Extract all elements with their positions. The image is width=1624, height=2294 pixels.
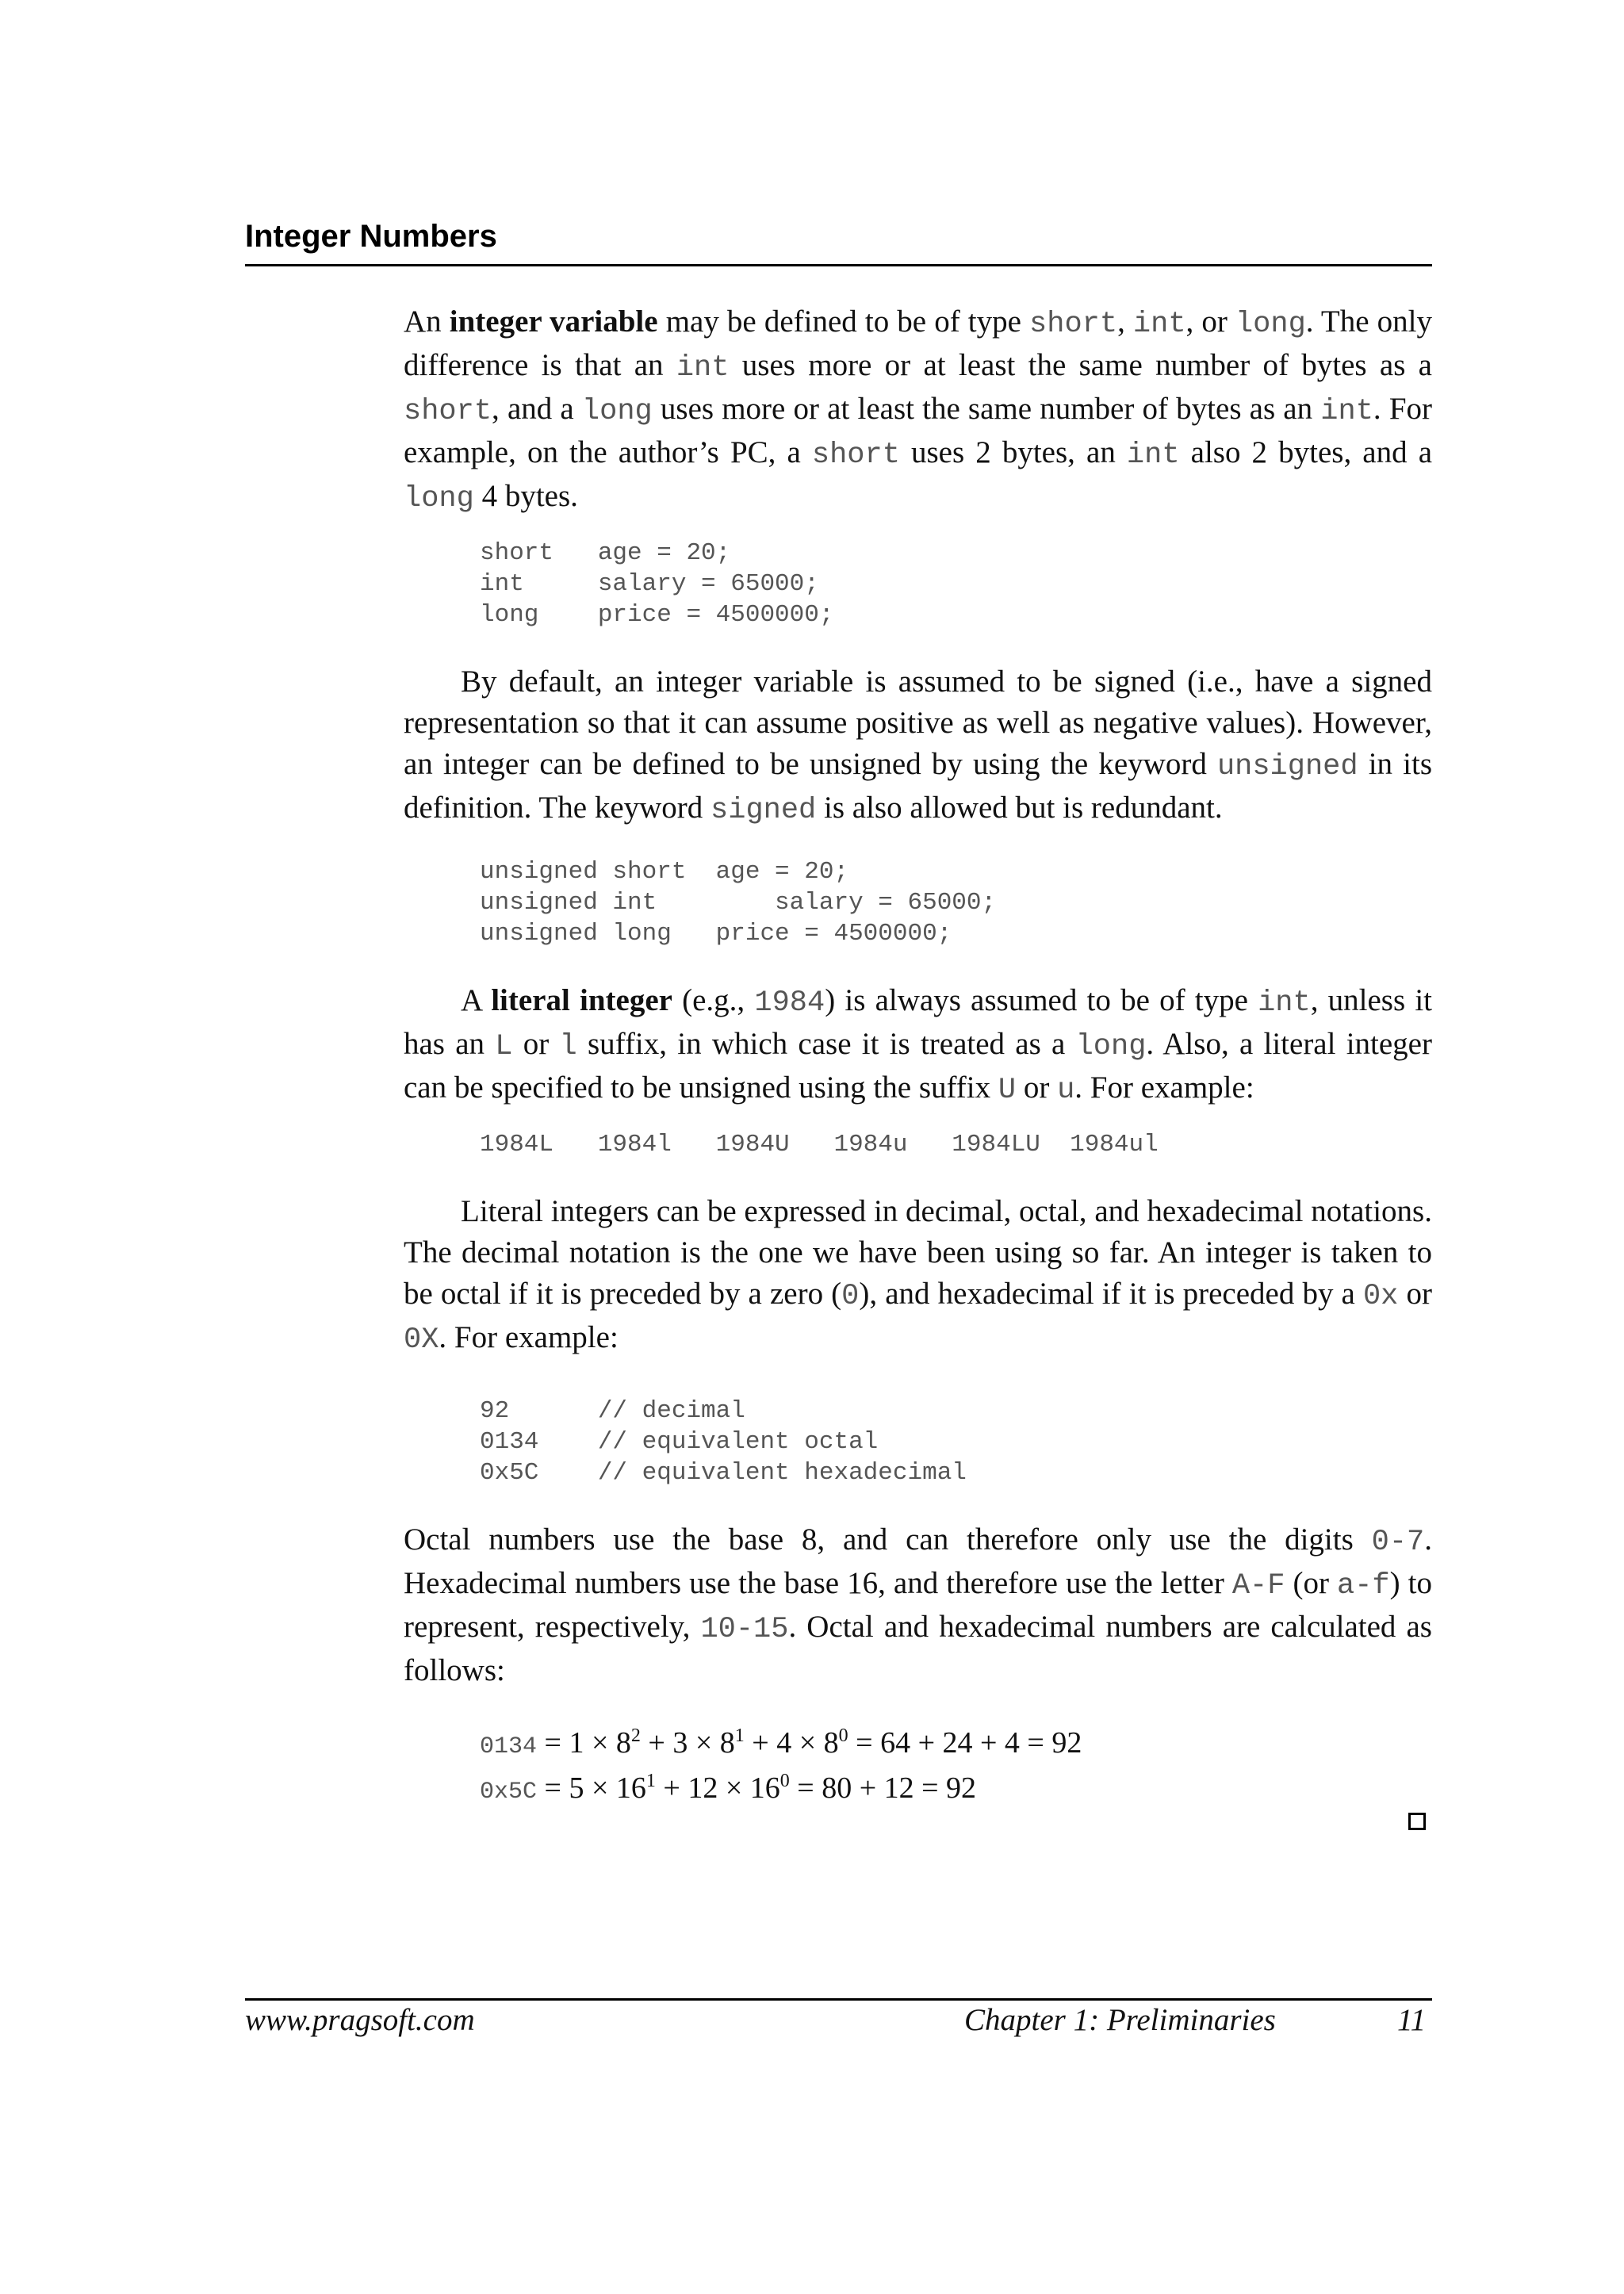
- code-line: unsigned long price = 4500000;: [480, 920, 952, 948]
- paragraph-literal-integer: A literal integer (e.g., 1984) is always assumed to be of type int, unless it has an L or l suffix, in which case it is treated as a long. Also, a literal integer can be specified to be unsigned using the suffix U or u. For example:: [404, 983, 1432, 1107]
- code-line: unsigned int salary = 65000;: [480, 889, 997, 917]
- code-line: short age = 20;: [480, 539, 731, 567]
- code-block-declarations: [480, 538, 833, 630]
- paragraph-signed-unsigned: By default, an integer variable is assumed to be signed (i.e., have a signed representation so that it can assume positive as well as negative values). However, an integer can be defined to be unsigned by using the keyword unsigned in its definition. The keyword signed is also allowed but is redundant.: [404, 664, 1432, 827]
- section-title: Integer Numbers: [245, 219, 497, 254]
- footer-website: www.pragsoft.com: [245, 2003, 475, 2037]
- paragraph-integer-variable: An integer variable may be defined to be of type short, int, or long. The only difference is that an int uses more or at least the same number of bytes as a short, and a long uses more or at least the same number of bytes as an int. For example, on the author’s PC, a short uses 2 bytes, an int also 2 bytes, and a long 4 bytes.: [404, 304, 1433, 515]
- end-of-section-square-icon: [1408, 1813, 1426, 1830]
- footer-page-number: 11: [1397, 2003, 1427, 2037]
- math-row-octal: $0134 = 1 \times 8^2 + 3 \times 8^1 + 4 \times 8^0 = 64 + 24 + 4 = 92$: [480, 1725, 1082, 1760]
- footer-chapter: Chapter 1: Preliminaries: [964, 2003, 1276, 2037]
- math-block: [480, 1722, 1082, 1813]
- title-rule: [245, 264, 1432, 266]
- code-line: 92 // decimal: [480, 1397, 745, 1425]
- term-integer-variable: integer variable: [449, 304, 658, 339]
- code-block-suffixes: [480, 1129, 1159, 1160]
- code-block-notations: [480, 1396, 967, 1488]
- paragraph-notations: Literal integers can be expressed in decimal, octal, and hexadecimal notations. The decimal notation is the one we have been using so far. An integer is taken to be octal if it is preceded by a zero (0), and hexadecimal if it is preceded by a 0x or 0X. For example:: [404, 1194, 1432, 1357]
- term-literal-integer: literal integer: [491, 983, 672, 1017]
- code-line: int salary = 65000;: [480, 570, 819, 598]
- paragraph-octal-hex: Octal numbers use the base 8, and can therefore only use the digits 0-7. Hexadecimal numbers use the base 16, and therefore use the letter A-F (or a-f) to represent, respectively, 10-15. Octal and hexadecimal numbers are calculated as follows:: [404, 1522, 1432, 1687]
- math-row-hex: $0x5C = 5 \times 16^1 + 12 \times 16^0 = 80 + 12 = 92$: [480, 1771, 977, 1806]
- code-block-unsigned: [480, 856, 996, 949]
- code-line: 1984L 1984l 1984U 1984u 1984LU 1984ul: [480, 1131, 1159, 1158]
- code-line: long price = 4500000;: [480, 601, 834, 629]
- code-line: 0x5C // equivalent hexadecimal: [480, 1459, 967, 1487]
- code-line: unsigned short age = 20;: [480, 858, 849, 886]
- code-line: 0134 // equivalent octal: [480, 1428, 879, 1456]
